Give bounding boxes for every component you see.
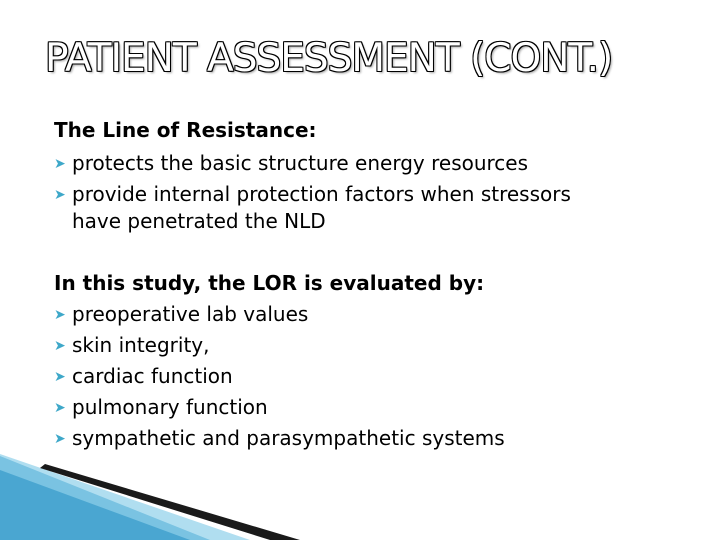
arrow-bullet-icon: ➤	[54, 431, 66, 447]
list-item: ➤ cardiac function	[54, 364, 233, 388]
arrow-bullet-icon: ➤	[54, 400, 66, 416]
arrow-bullet-icon: ➤	[54, 187, 66, 203]
section-heading-line-of-resistance: The Line of Resistance:	[54, 118, 317, 142]
arrow-bullet-icon: ➤	[54, 307, 66, 323]
list-item: ➤ pulmonary function	[54, 395, 268, 419]
section-heading-lor-evaluation: In this study, the LOR is evaluated by:	[54, 271, 485, 295]
arrow-bullet-icon: ➤	[54, 156, 66, 172]
corner-decoration	[0, 440, 720, 540]
arrow-bullet-icon: ➤	[54, 338, 66, 354]
list-item: ➤ sympathetic and parasympathetic systems	[54, 426, 505, 450]
arrow-bullet-icon: ➤	[54, 369, 66, 385]
list-item: ➤ protects the basic structure energy resources	[54, 151, 529, 175]
list-item-continuation: have penetrated the NLD	[72, 209, 326, 233]
list-item: ➤ provide internal protection factors when stressors	[54, 182, 571, 206]
slide-title: PATIENT ASSESSMENT (CONT.)	[45, 36, 613, 81]
list-item: ➤ preoperative lab values	[54, 302, 309, 326]
list-item: ➤ skin integrity,	[54, 333, 210, 357]
